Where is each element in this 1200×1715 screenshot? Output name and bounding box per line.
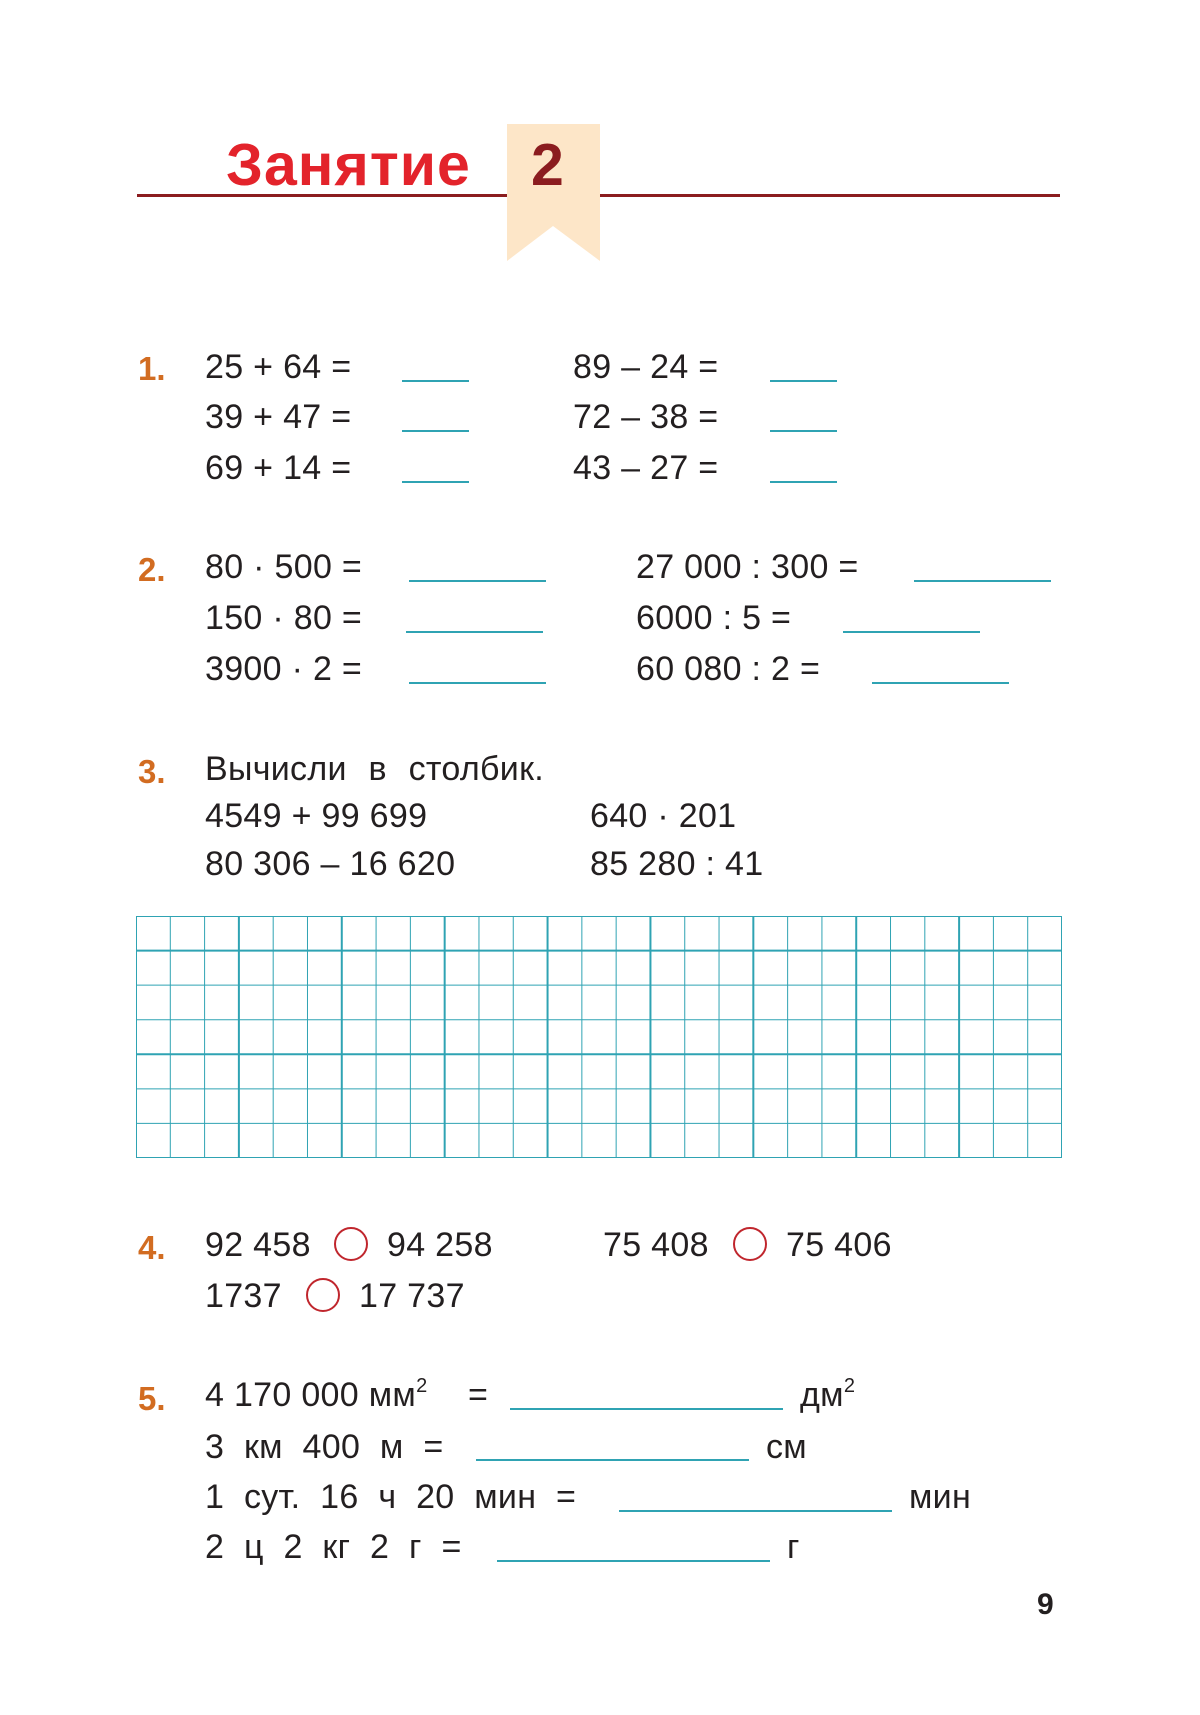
answer-blank[interactable]	[402, 481, 469, 483]
number-value: 75 406	[786, 1226, 892, 1264]
expression: 43 – 27 =	[573, 449, 719, 487]
expression: 72 – 38 =	[573, 398, 719, 436]
answer-blank[interactable]	[619, 1510, 892, 1512]
task-number: 1.	[138, 350, 166, 387]
answer-blank[interactable]	[409, 580, 546, 582]
lesson-title: Занятие	[226, 132, 471, 198]
answer-blank[interactable]	[402, 430, 469, 432]
answer-blank[interactable]	[476, 1459, 749, 1461]
expression: 69 + 14 =	[205, 449, 352, 487]
lesson-number: 2	[531, 132, 564, 198]
expression: 39 + 47 =	[205, 398, 352, 436]
expression: 80 · 500 =	[205, 548, 363, 586]
answer-blank[interactable]	[770, 481, 837, 483]
answer-blank[interactable]	[914, 580, 1051, 582]
number-value: 1737	[205, 1277, 282, 1315]
equals-sign: =	[468, 1376, 489, 1414]
comparison-circle[interactable]	[334, 1227, 368, 1261]
answer-blank[interactable]	[843, 631, 980, 633]
unit-label: $дм^2$	[800, 1375, 856, 1414]
expression: 640 · 201	[590, 797, 737, 835]
comparison-circle[interactable]	[733, 1227, 767, 1261]
number-value: 75 408	[603, 1226, 709, 1264]
answer-blank[interactable]	[402, 380, 469, 382]
expression: 6000 : 5 =	[636, 599, 792, 637]
task-number: 5.	[138, 1380, 166, 1417]
expression: 3900 · 2 =	[205, 650, 363, 688]
expression: 4549 + 99 699	[205, 797, 428, 835]
conversion-expression: 1 сут. 16 ч 20 мин =	[205, 1478, 577, 1516]
conversion-expression: 3 км 400 м =	[205, 1428, 444, 1466]
expression: 85 280 : 41	[590, 845, 764, 883]
conversion-expression: 2 ц 2 кг 2 г =	[205, 1528, 462, 1566]
grid-workspace[interactable]	[136, 916, 1062, 1158]
unit-label: г	[787, 1528, 800, 1566]
conversion-expression: 4 170 000 $мм^2$	[205, 1375, 428, 1414]
task-number: 2.	[138, 551, 166, 588]
answer-blank[interactable]	[770, 380, 837, 382]
answer-blank[interactable]	[872, 682, 1009, 684]
answer-blank[interactable]	[510, 1408, 783, 1410]
answer-blank[interactable]	[409, 682, 546, 684]
number-value: 92 458	[205, 1226, 311, 1264]
answer-blank[interactable]	[497, 1560, 770, 1562]
expression: 80 306 – 16 620	[205, 845, 456, 883]
task-instruction: Вычисли в столбик.	[205, 750, 544, 788]
expression: 89 – 24 =	[573, 348, 719, 386]
answer-blank[interactable]	[770, 430, 837, 432]
page-number: 9	[1037, 1588, 1054, 1621]
unit-label: см	[766, 1428, 807, 1466]
comparison-circle[interactable]	[306, 1278, 340, 1312]
unit-label: мин	[909, 1478, 972, 1516]
answer-blank[interactable]	[406, 631, 543, 633]
task-number: 3.	[138, 753, 166, 790]
expression: 60 080 : 2 =	[636, 650, 821, 688]
task-number: 4.	[138, 1229, 166, 1266]
expression: 150 · 80 =	[205, 599, 363, 637]
expression: 27 000 : 300 =	[636, 548, 859, 586]
number-value: 94 258	[387, 1226, 493, 1264]
expression: 25 + 64 =	[205, 348, 352, 386]
number-value: 17 737	[359, 1277, 465, 1315]
